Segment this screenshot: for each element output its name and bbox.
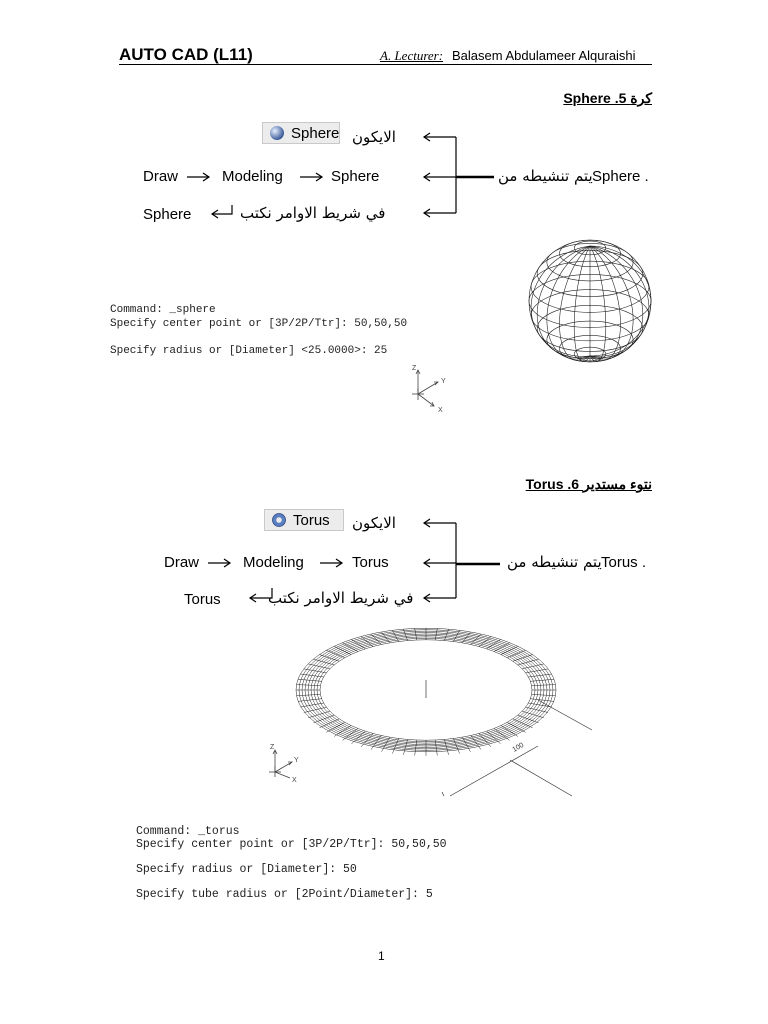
torus-meridian-line (304, 707, 327, 712)
sphere-activate-name: Sphere . (592, 168, 649, 185)
torus-arabic-command-line: في شريط الاوامر نكتب (268, 589, 414, 607)
torus-cmd-line-2: Specify center point or [3P/2P/Ttr]: 50,50,50 (136, 837, 447, 851)
torus-ucs-z: Z (270, 744, 275, 751)
torus-meridian-line (326, 650, 344, 657)
torus-cmd-line-1: Command: _torus (136, 825, 240, 838)
torus-cmd-line-3 (136, 851, 447, 864)
torus-arabic-icon-label: الايكون (352, 514, 396, 532)
sphere-ucs-z: Z (412, 365, 417, 372)
torus-meridian-line (435, 740, 437, 756)
sphere-arabic-command-line: في شريط الاوامر نكتب (240, 204, 386, 222)
lecturer-name: Balasem Abdulameer Alquraishi (452, 48, 636, 63)
torus-meridian-line (308, 664, 330, 669)
torus-command-output (136, 826, 447, 901)
torus-menu-torus: Torus (352, 554, 389, 571)
torus-menu-modeling: Modeling (243, 554, 304, 571)
torus-menu-draw: Draw (164, 554, 200, 571)
sphere-arabic-activate: يتم تنشيطه من (498, 167, 593, 185)
torus-dimension-label: 100 (511, 741, 526, 754)
sphere-ucs-x: X (438, 407, 443, 414)
torus-wireframe-drawing (292, 620, 592, 810)
torus-meridian-line (507, 650, 525, 657)
torus-meridian-line (300, 703, 323, 707)
torus-meridian-line (528, 674, 551, 677)
torus-command-word: Torus (184, 591, 221, 608)
torus-ucs-x: X (292, 777, 297, 784)
torus-meridian-line (342, 643, 358, 652)
sphere-section-title: Sphere .5 كرة (563, 90, 652, 106)
torus-meridian-line (313, 715, 334, 723)
sphere-menu-modeling: Modeling (222, 168, 283, 185)
sphere-arabic-icon-label: الايكون (352, 128, 396, 146)
page-number: 1 (378, 949, 385, 963)
torus-section-title: Torus .6 نتوء مستدير (525, 476, 652, 492)
sphere-menu-sphere: Sphere (331, 168, 380, 185)
torus-activate-name: Torus . (601, 554, 647, 571)
sphere-cmd-line-2: Specify center point or [3P/2P/Ttr]: 50,50,50 (110, 317, 408, 330)
torus-ucs-y: Y (294, 757, 299, 764)
document-title: AUTO CAD (L11) (119, 45, 253, 64)
torus-cmd-line-6: Specify tube radius or [2Point/Diameter]: 5 (136, 887, 433, 901)
torus-meridian-line (526, 707, 549, 712)
sphere-command-word: Sphere (143, 206, 192, 223)
torus-meridian-line (528, 703, 551, 707)
sphere-cmd-line-1: Command: _sphere (110, 304, 216, 316)
torus-meridian-line (300, 674, 323, 677)
torus-meridian-line (444, 740, 448, 755)
sphere-menu-draw: Draw (143, 168, 179, 185)
torus-cmd-line-4: Specify radius or [Diameter]: 50 (136, 862, 357, 876)
torus-meridian-line (403, 740, 407, 755)
torus-meridian-line (494, 643, 510, 652)
torus-meridian-line (522, 664, 544, 669)
sphere-icon-label: Sphere (291, 124, 340, 142)
sphere-ucs-y: Y (441, 378, 446, 385)
torus-arabic-activate: يتم تنشيطه من (507, 553, 602, 571)
lecturer-label: A. Lecturer: (380, 48, 444, 63)
torus-meridian-line (415, 740, 417, 756)
sphere-cmd-line-4: Specify radius or [Diameter] <25.0000>: 25 (110, 344, 388, 357)
torus-ucs-icon (266, 742, 310, 786)
torus-meridian-line (518, 715, 539, 723)
torus-icon-label: Torus (293, 511, 330, 529)
torus-cmd-line-5 (136, 876, 447, 889)
